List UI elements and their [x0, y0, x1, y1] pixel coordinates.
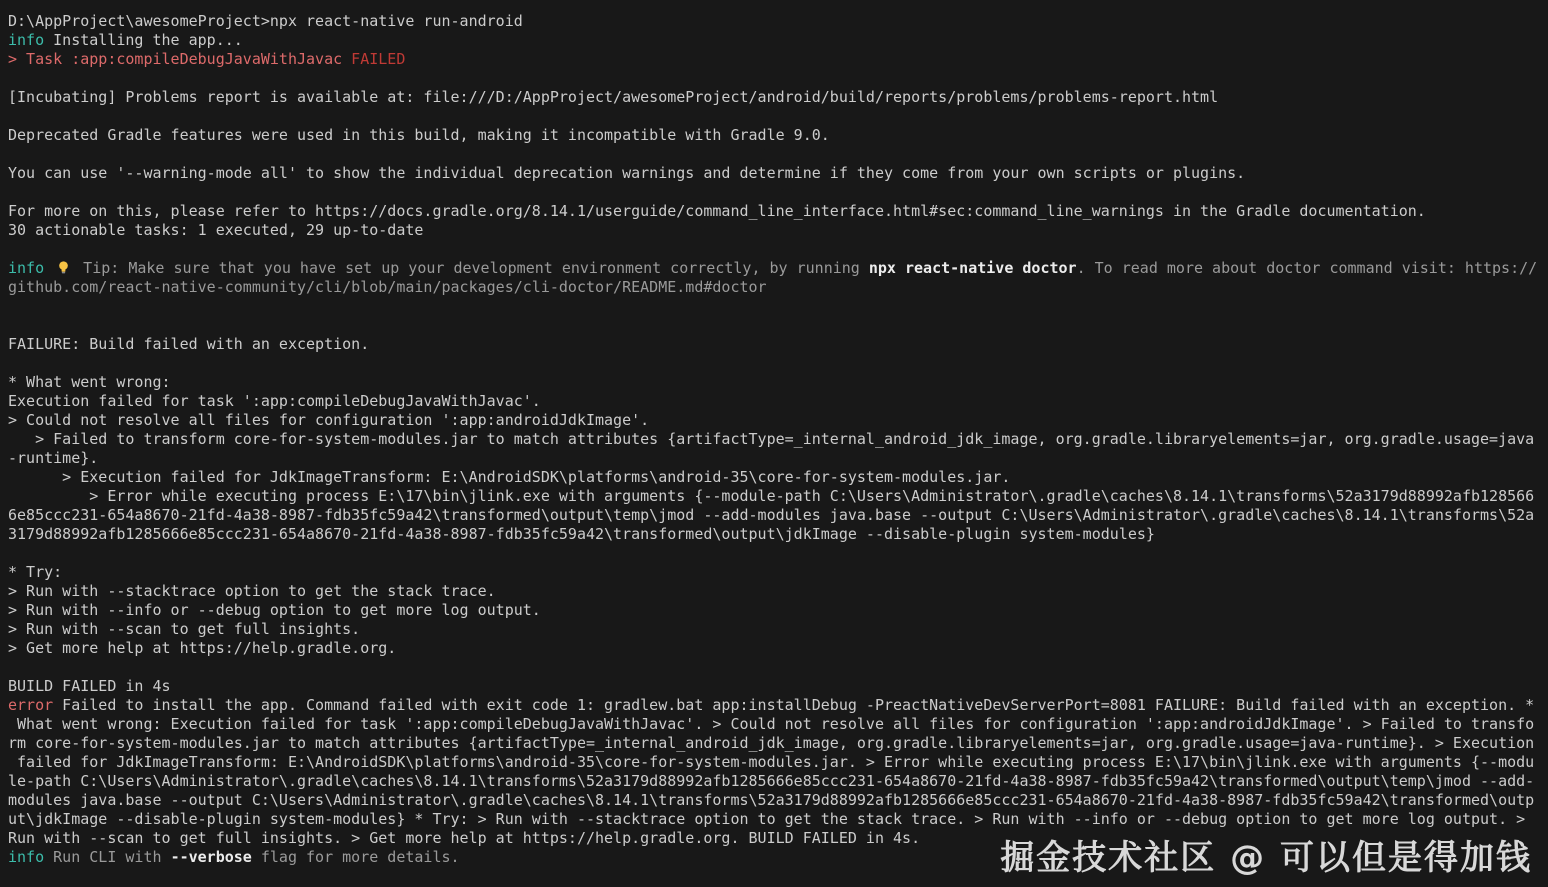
terminal-line	[8, 316, 1548, 335]
terminal-line: > Run with --stacktrace option to get the stack trace.	[8, 582, 496, 600]
terminal-line: info Installing the app...	[8, 31, 243, 49]
info-label: info	[8, 31, 45, 49]
terminal-line: > Run with --info or --debug option to get more log output.	[8, 601, 541, 619]
terminal-line	[8, 69, 1548, 88]
terminal-line	[8, 12, 1548, 31]
terminal-line	[8, 639, 1548, 658]
lightbulb-icon	[53, 259, 74, 277]
terminal-line: Run with --scan to get full insights. > Get more help at https://help.gradle.org. BUILD FAILED in 4s.	[8, 829, 921, 847]
terminal-line	[8, 373, 1548, 392]
terminal-line: info Tip: Make sure that you have set up your development environment correctly, by running npx react-native doctor. To read more about doctor command visit: https://	[8, 259, 1538, 277]
terminal-line: rm core-for-system-modules.jar to match attributes {artifactType=_internal_android_jdk_image, org.gradle.libraryelements=jar, org.gradle.usage=java-runtime}. > Execution	[8, 734, 1535, 752]
terminal-line	[8, 145, 1548, 164]
problems-report-link: [Incubating] Problems report is available at: file:///D:/AppProject/awesomeProject/android/build/reports/problems/problems-report.html	[8, 88, 1219, 106]
failed-status: FAILED	[351, 50, 406, 68]
failure-heading: FAILURE: Build failed with an exception.	[8, 335, 370, 353]
terminal-line: What went wrong: Execution failed for task ':app:compileDebugJavaWithJavac'. > Could not resolve all files for configuration ':app:androidJdkImage'. > Failed to transfo	[8, 715, 1535, 733]
terminal-line: > Execution failed for JdkImageTransform: E:\AndroidSDK\platforms\android-35\core-for-system-modules.jar.	[8, 468, 1011, 486]
info-label: info	[8, 259, 45, 277]
terminal-line	[8, 240, 1548, 259]
terminal-line: info Run CLI with --verbose flag for more details.	[8, 848, 460, 866]
terminal-line	[8, 297, 1548, 316]
terminal-line	[8, 354, 1548, 373]
watermark: 掘金技术社区 @ 可以但是得加钱	[1000, 838, 1532, 878]
terminal-line: le-path C:\Users\Administrator\.gradle\caches\8.14.1\transforms\52a3179d88992afb1285666e85ccc231-654a8670-21fd-4a38-8987-fdb35fc59a42\transformed\output\temp\jmod --add-	[8, 772, 1535, 790]
build-failed-line: BUILD FAILED in 4s	[8, 677, 171, 695]
terminal-line: You can use '--warning-mode all' to show the individual deprecation warnings and determine if they come from your own scripts or plugins.	[8, 164, 1246, 182]
terminal-line: > Could not resolve all files for configuration ':app:androidJdkImage'.	[8, 411, 650, 429]
terminal-line: Deprecated Gradle features were used in this build, making it incompatible with Gradle 9.0.	[8, 126, 830, 144]
doctor-readme-link: github.com/react-native-community/cli/blob/main/packages/cli-doctor/README.md#doctor	[8, 278, 767, 296]
verbose-flag: --verbose	[170, 848, 252, 866]
terminal-line: modules java.base --output C:\Users\Administrator\.gradle\caches\8.14.1\transforms\52a3179d88992afb1285666e85ccc231-654a8670-21fd-4a38-8987-fdb35fc59a42\transformed\outp	[8, 791, 1535, 809]
terminal-line: -runtime}.	[8, 449, 99, 467]
terminal-line: 6e85ccc231-654a8670-21fd-4a38-8987-fdb35fc59a42\transformed\output\temp\jmod --add-modules java.base --output C:\Users\Administrator\.gradle\caches\8.14.1\transforms\52a	[8, 506, 1535, 524]
terminal-line: failed for JdkImageTransform: E:\AndroidSDK\platforms\android-35\core-for-system-modules.jar. > Error while executing process E:\17\bin\jlink.exe with arguments {--modu	[8, 753, 1535, 771]
error-label: error	[8, 696, 54, 714]
terminal-line	[8, 544, 1548, 563]
what-went-wrong-heading: * What went wrong:	[8, 373, 171, 391]
info-label: info	[8, 848, 45, 866]
gradle-docs-link: For more on this, please refer to https://docs.gradle.org/8.14.1/userguide/command_line_interface.html#sec:command_line_warnings in the Gradle documentation.	[8, 202, 1426, 220]
terminal-line	[8, 107, 1548, 126]
terminal-line	[8, 88, 1548, 107]
terminal-line	[8, 202, 1548, 221]
terminal-line	[8, 658, 1548, 677]
terminal-line: > Failed to transform core-for-system-modules.jar to match attributes {artifactType=_internal_android_jdk_image, org.gradle.libraryelements=jar, org.gradle.usage=java	[8, 430, 1535, 448]
terminal-line	[8, 335, 1548, 354]
command-prompt-line: D:\AppProject\awesomeProject>npx react-native run-android	[8, 12, 523, 30]
gradle-help-link: > Get more help at https://help.gradle.org.	[8, 639, 397, 657]
task-summary: 30 actionable tasks: 1 executed, 29 up-to-date	[8, 221, 424, 239]
terminal-line: error Failed to install the app. Command failed with exit code 1: gradlew.bat app:installDebug -PreactNativeDevServerPort=8081 FAILURE: Build failed with an exception. *	[8, 696, 1535, 714]
terminal-line: 3179d88992afb1285666e85ccc231-654a8670-21fd-4a38-8987-fdb35fc59a42\transformed\output\jdkImage --disable-plugin system-modules}	[8, 525, 1155, 543]
try-heading: * Try:	[8, 563, 63, 581]
terminal-line	[8, 677, 1548, 696]
terminal-line	[8, 563, 1548, 582]
terminal-line	[8, 278, 1548, 297]
terminal-line: > Error while executing process E:\17\bin\jlink.exe with arguments {--module-path C:\Users\Administrator\.gradle\caches\8.14.1\transforms\52a3179d88992afb128566	[8, 487, 1535, 505]
terminal-line: Execution failed for task ':app:compileDebugJavaWithJavac'.	[8, 392, 541, 410]
terminal-line	[8, 50, 1548, 69]
terminal-line: > Run with --scan to get full insights.	[8, 620, 361, 638]
failed-task-name: > Task :app:compileDebugJavaWithJavac	[8, 50, 352, 68]
terminal-line	[8, 183, 1548, 202]
terminal-line: ut\jdkImage --disable-plugin system-modules} * Try: > Run with --stacktrace option to get the stack trace. > Run with --info or --debug option to get more log output. >	[8, 810, 1526, 828]
terminal-line	[8, 221, 1548, 240]
doctor-command: npx react-native doctor	[868, 259, 1077, 277]
